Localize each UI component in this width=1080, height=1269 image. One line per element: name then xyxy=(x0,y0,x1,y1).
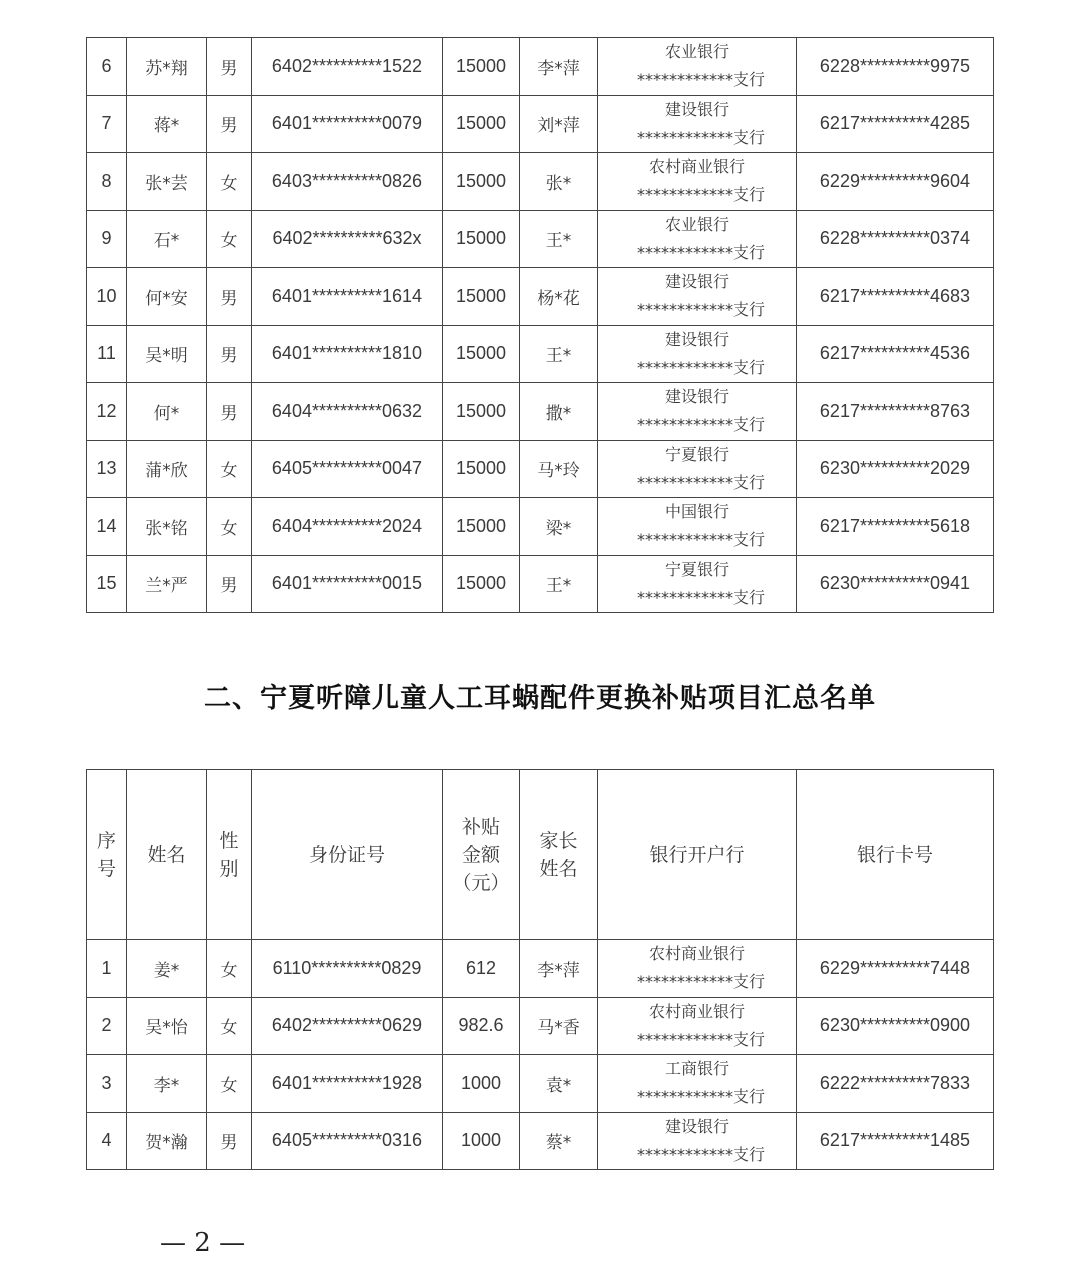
table-row xyxy=(87,38,994,96)
table-row xyxy=(87,1055,994,1113)
bank-branch: ************支行 xyxy=(636,972,765,992)
cell-id: 6401**********0015 xyxy=(252,555,443,613)
table-row xyxy=(87,383,994,441)
bank-branch: ************支行 xyxy=(636,1029,765,1049)
cell-amount: 15000 xyxy=(443,95,520,153)
cell-name: 李* xyxy=(127,1055,207,1113)
table-row xyxy=(87,997,994,1055)
header-text: 号 xyxy=(96,857,116,880)
bank-branch: ************支行 xyxy=(636,1144,765,1164)
cell-bank xyxy=(598,1112,797,1170)
cell-bank xyxy=(598,440,797,498)
cell-gender: 男 xyxy=(207,1112,252,1170)
cell-card: 6229**********7448 xyxy=(797,940,994,998)
cell-no: 9 xyxy=(87,210,127,268)
cell-name: 蒲*欣 xyxy=(127,440,207,498)
header-amount xyxy=(443,770,520,940)
cell-parent: 撒* xyxy=(520,383,598,441)
cell-parent: 王* xyxy=(520,325,598,383)
cell-card: 6217**********4536 xyxy=(797,325,994,383)
cell-no: 7 xyxy=(87,95,127,153)
cell-name: 吴*明 xyxy=(127,325,207,383)
table-row xyxy=(87,153,994,211)
cell-amount: 1000 xyxy=(443,1112,520,1170)
bank-branch: ************支行 xyxy=(636,415,765,435)
cell-gender: 男 xyxy=(207,38,252,96)
cell-name: 贺*瀚 xyxy=(127,1112,207,1170)
cell-bank xyxy=(598,1055,797,1113)
cell-id: 6401**********1614 xyxy=(252,268,443,326)
cell-parent: 李*萍 xyxy=(520,940,598,998)
cell-gender: 男 xyxy=(207,268,252,326)
bank-name: 建设银行 xyxy=(664,387,729,407)
header-id: 身份证号 xyxy=(252,770,443,940)
bank-branch: ************支行 xyxy=(636,127,765,147)
cell-no: 1 xyxy=(87,940,127,998)
cell-gender: 女 xyxy=(207,940,252,998)
cell-gender: 男 xyxy=(207,95,252,153)
cell-no: 10 xyxy=(87,268,127,326)
cell-name: 吴*怡 xyxy=(127,997,207,1055)
cell-id: 6402**********0629 xyxy=(252,997,443,1055)
page-number: — 2 — xyxy=(160,1228,246,1258)
cell-name: 兰*严 xyxy=(127,555,207,613)
cell-no: 11 xyxy=(87,325,127,383)
cell-id: 6403**********0826 xyxy=(252,153,443,211)
cell-name: 何*安 xyxy=(127,268,207,326)
cell-parent: 马*香 xyxy=(520,997,598,1055)
bank-name: 农村商业银行 xyxy=(648,157,745,177)
cell-name: 姜* xyxy=(127,940,207,998)
header-text: 序 xyxy=(96,829,116,852)
bank-name: 建设银行 xyxy=(664,272,729,292)
cell-card: 6228**********9975 xyxy=(797,38,994,96)
cell-amount: 982.6 xyxy=(443,997,520,1055)
bank-branch: ************支行 xyxy=(636,587,765,607)
cell-id: 6402**********1522 xyxy=(252,38,443,96)
cell-card: 6230**********2029 xyxy=(797,440,994,498)
cell-card: 6217**********1485 xyxy=(797,1112,994,1170)
accessory-subsidy-table xyxy=(86,769,994,1170)
cell-amount: 15000 xyxy=(443,268,520,326)
table-row xyxy=(87,440,994,498)
cell-parent: 李*萍 xyxy=(520,38,598,96)
cell-card: 6228**********0374 xyxy=(797,210,994,268)
bank-branch: ************支行 xyxy=(636,357,765,377)
cell-amount: 15000 xyxy=(443,498,520,556)
bank-branch: ************支行 xyxy=(636,472,765,492)
cell-parent: 马*玲 xyxy=(520,440,598,498)
table-row xyxy=(87,268,994,326)
cell-amount: 15000 xyxy=(443,210,520,268)
table-row xyxy=(87,940,994,998)
header-parent xyxy=(520,770,598,940)
cell-gender: 女 xyxy=(207,1055,252,1113)
cell-id: 6401**********0079 xyxy=(252,95,443,153)
table-row xyxy=(87,1112,994,1170)
cell-id: 6404**********2024 xyxy=(252,498,443,556)
cell-amount: 15000 xyxy=(443,555,520,613)
cell-gender: 女 xyxy=(207,153,252,211)
cell-bank xyxy=(598,555,797,613)
bank-branch: ************支行 xyxy=(636,70,765,90)
cell-name: 何* xyxy=(127,383,207,441)
cell-parent: 杨*花 xyxy=(520,268,598,326)
cell-amount: 15000 xyxy=(443,38,520,96)
cell-no: 15 xyxy=(87,555,127,613)
header-bank: 银行开户行 xyxy=(598,770,797,940)
header-text: 金额 xyxy=(461,843,500,866)
table-row xyxy=(87,95,994,153)
cell-no: 3 xyxy=(87,1055,127,1113)
cell-card: 6217**********5618 xyxy=(797,498,994,556)
table-row xyxy=(87,555,994,613)
cell-name: 石* xyxy=(127,210,207,268)
bank-name: 建设银行 xyxy=(664,99,729,119)
cell-bank xyxy=(598,210,797,268)
cell-card: 6217**********4285 xyxy=(797,95,994,153)
header-text: 别 xyxy=(219,857,239,880)
table-row xyxy=(87,498,994,556)
cell-amount: 15000 xyxy=(443,325,520,383)
cell-bank xyxy=(598,498,797,556)
cell-amount: 612 xyxy=(443,940,520,998)
cell-id: 6401**********1928 xyxy=(252,1055,443,1113)
cell-bank xyxy=(598,997,797,1055)
section-title: 二、宁夏听障儿童人工耳蜗配件更换补贴项目汇总名单 xyxy=(204,683,876,714)
table-header-row xyxy=(87,770,994,940)
bank-name: 工商银行 xyxy=(664,1059,729,1079)
cell-parent: 刘*萍 xyxy=(520,95,598,153)
cell-name: 蒋* xyxy=(127,95,207,153)
cell-parent: 张* xyxy=(520,153,598,211)
cell-id: 6405**********0047 xyxy=(252,440,443,498)
cell-no: 4 xyxy=(87,1112,127,1170)
subsidy-table-continued xyxy=(86,37,994,613)
cell-card: 6217**********8763 xyxy=(797,383,994,441)
cell-bank xyxy=(598,325,797,383)
cell-parent: 王* xyxy=(520,555,598,613)
cell-no: 6 xyxy=(87,38,127,96)
cell-amount: 15000 xyxy=(443,153,520,211)
bank-name: 农业银行 xyxy=(664,214,729,234)
cell-parent: 袁* xyxy=(520,1055,598,1113)
bank-name: 宁夏银行 xyxy=(664,559,729,579)
cell-card: 6230**********0941 xyxy=(797,555,994,613)
cell-gender: 女 xyxy=(207,997,252,1055)
cell-id: 6402**********632x xyxy=(252,210,443,268)
header-name: 姓名 xyxy=(127,770,207,940)
cell-id: 6404**********0632 xyxy=(252,383,443,441)
cell-parent: 梁* xyxy=(520,498,598,556)
cell-amount: 1000 xyxy=(443,1055,520,1113)
cell-no: 12 xyxy=(87,383,127,441)
cell-card: 6229**********9604 xyxy=(797,153,994,211)
cell-amount: 15000 xyxy=(443,383,520,441)
cell-amount: 15000 xyxy=(443,440,520,498)
bank-name: 中国银行 xyxy=(664,502,729,522)
bank-name: 农村商业银行 xyxy=(648,1001,745,1021)
bank-name: 宁夏银行 xyxy=(664,444,729,464)
cell-id: 6110**********0829 xyxy=(252,940,443,998)
cell-bank xyxy=(598,383,797,441)
cell-gender: 女 xyxy=(207,210,252,268)
cell-gender: 男 xyxy=(207,555,252,613)
bank-branch: ************支行 xyxy=(636,300,765,320)
cell-bank xyxy=(598,38,797,96)
cell-name: 苏*翔 xyxy=(127,38,207,96)
cell-gender: 女 xyxy=(207,498,252,556)
cell-name: 张*芸 xyxy=(127,153,207,211)
header-text: 性 xyxy=(219,829,239,852)
bank-name: 建设银行 xyxy=(664,329,729,349)
cell-name: 张*铭 xyxy=(127,498,207,556)
cell-bank xyxy=(598,153,797,211)
cell-parent: 王* xyxy=(520,210,598,268)
bank-branch: ************支行 xyxy=(636,1087,765,1107)
cell-card: 6217**********4683 xyxy=(797,268,994,326)
cell-gender: 女 xyxy=(207,440,252,498)
cell-id: 6405**********0316 xyxy=(252,1112,443,1170)
header-no xyxy=(87,770,127,940)
header-gender xyxy=(207,770,252,940)
header-text: 补贴 xyxy=(461,815,500,838)
header-card: 银行卡号 xyxy=(797,770,994,940)
cell-no: 8 xyxy=(87,153,127,211)
bank-branch: ************支行 xyxy=(636,242,765,262)
cell-card: 6222**********7833 xyxy=(797,1055,994,1113)
header-text: 姓名 xyxy=(539,857,578,880)
cell-bank xyxy=(598,95,797,153)
cell-parent: 蔡* xyxy=(520,1112,598,1170)
table-row xyxy=(87,210,994,268)
cell-no: 2 xyxy=(87,997,127,1055)
table-row xyxy=(87,325,994,383)
bank-branch: ************支行 xyxy=(636,530,765,550)
cell-id: 6401**********1810 xyxy=(252,325,443,383)
cell-bank xyxy=(598,268,797,326)
cell-gender: 男 xyxy=(207,383,252,441)
cell-bank xyxy=(598,940,797,998)
bank-branch: ************支行 xyxy=(636,185,765,205)
bank-name: 农业银行 xyxy=(664,42,729,62)
header-text: （元） xyxy=(452,871,510,894)
cell-card: 6230**********0900 xyxy=(797,997,994,1055)
cell-no: 14 xyxy=(87,498,127,556)
cell-no: 13 xyxy=(87,440,127,498)
header-text: 家长 xyxy=(539,829,578,852)
bank-name: 建设银行 xyxy=(664,1116,729,1136)
cell-gender: 男 xyxy=(207,325,252,383)
bank-name: 农村商业银行 xyxy=(648,944,745,964)
